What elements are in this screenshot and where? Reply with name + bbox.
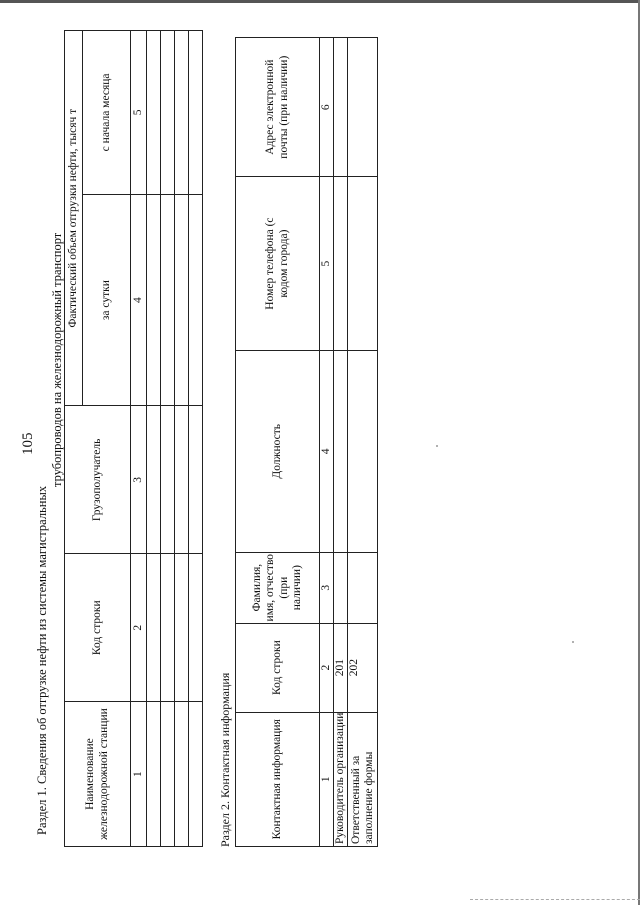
header-per-day: за сутки bbox=[83, 194, 131, 406]
cell-email[interactable] bbox=[334, 38, 348, 177]
scan-speck bbox=[572, 641, 574, 643]
section1-title-line2: трубопроводов на железнодорожный транспорт bbox=[50, 232, 64, 487]
page-number: 105 bbox=[20, 432, 36, 455]
cell-phone[interactable] bbox=[348, 177, 378, 350]
cell[interactable] bbox=[147, 406, 161, 554]
header-code: Код строки bbox=[65, 554, 131, 702]
colnum-2: 2 bbox=[320, 623, 334, 712]
colnum-4: 4 bbox=[131, 194, 147, 406]
cell-email[interactable] bbox=[348, 38, 378, 177]
cell[interactable] bbox=[147, 194, 161, 406]
column-numbers-row bbox=[320, 38, 334, 847]
cell-phone[interactable] bbox=[334, 177, 348, 350]
table-row bbox=[348, 38, 378, 847]
colnum-1: 1 bbox=[320, 712, 334, 846]
colnum-4: 4 bbox=[320, 350, 334, 552]
header-consignee: Грузополучатель bbox=[65, 406, 131, 554]
cell[interactable] bbox=[161, 406, 175, 554]
cell[interactable] bbox=[175, 406, 189, 554]
cell[interactable] bbox=[189, 31, 203, 195]
cell-position[interactable] bbox=[334, 350, 348, 552]
section1-table bbox=[64, 30, 203, 847]
cell[interactable] bbox=[175, 31, 189, 195]
table-row bbox=[147, 31, 161, 847]
cell[interactable] bbox=[189, 702, 203, 847]
table-row bbox=[189, 31, 203, 847]
colnum-3: 3 bbox=[320, 552, 334, 623]
header-phone: Номер телефона (с кодом города) bbox=[236, 177, 320, 350]
cell[interactable] bbox=[175, 702, 189, 847]
cell[interactable] bbox=[175, 194, 189, 406]
row-label-responsible: Ответственный за заполнение формы bbox=[348, 712, 378, 846]
cell[interactable] bbox=[189, 406, 203, 554]
row-label-head: Руководитель организации bbox=[334, 712, 348, 846]
cell[interactable] bbox=[161, 31, 175, 195]
cell[interactable] bbox=[161, 554, 175, 702]
cell[interactable] bbox=[189, 554, 203, 702]
cell[interactable] bbox=[161, 194, 175, 406]
colnum-6: 6 bbox=[320, 38, 334, 177]
header-code: Код строки bbox=[236, 623, 320, 712]
header-volume-group: Фактический объем отгрузки нефти, тысяч т bbox=[65, 31, 83, 406]
table-row bbox=[334, 38, 348, 847]
cell[interactable] bbox=[147, 554, 161, 702]
section2-title: Раздел 2. Контактная информация bbox=[218, 672, 232, 847]
section1-title-line1: Раздел 1. Сведения об отгрузке нефти из системы магистральных bbox=[35, 485, 49, 835]
colnum-3: 3 bbox=[131, 406, 147, 554]
cell-fio[interactable] bbox=[348, 552, 378, 623]
table-row bbox=[161, 31, 175, 847]
header-fio: Фамилия, имя, отчество (при наличии) bbox=[236, 552, 320, 623]
header-contact: Контактная информация bbox=[236, 712, 320, 846]
cell[interactable] bbox=[147, 31, 161, 195]
header-email: Адрес электронной почты (при наличии) bbox=[236, 38, 320, 177]
scan-speck bbox=[436, 445, 438, 447]
row-code: 201 bbox=[334, 623, 348, 712]
cell[interactable] bbox=[189, 194, 203, 406]
header-since-month: с начала месяца bbox=[83, 31, 131, 195]
colnum-5: 5 bbox=[131, 31, 147, 195]
cell-fio[interactable] bbox=[334, 552, 348, 623]
cell-position[interactable] bbox=[348, 350, 378, 552]
column-numbers-row bbox=[131, 31, 147, 847]
colnum-2: 2 bbox=[131, 554, 147, 702]
cell[interactable] bbox=[147, 702, 161, 847]
cell[interactable] bbox=[175, 554, 189, 702]
section2-table bbox=[235, 37, 378, 847]
table-row bbox=[175, 31, 189, 847]
colnum-5: 5 bbox=[320, 177, 334, 350]
header-station: Наименование железнодорожной станции bbox=[65, 702, 131, 847]
header-position: Должность bbox=[236, 350, 320, 552]
row-code: 202 bbox=[348, 623, 378, 712]
cell[interactable] bbox=[161, 702, 175, 847]
colnum-1: 1 bbox=[131, 702, 147, 847]
